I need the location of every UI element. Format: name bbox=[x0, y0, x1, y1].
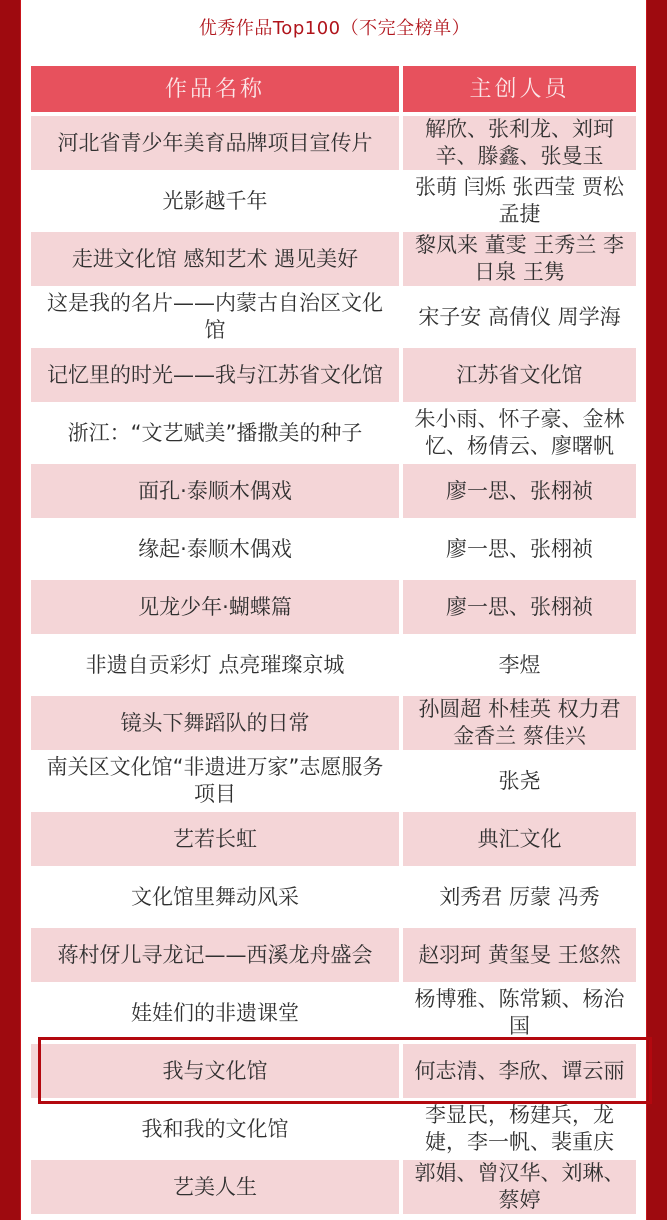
header-creators: 主创人员 bbox=[403, 66, 636, 112]
creators-cell: 刘秀君 厉蒙 冯秀 bbox=[439, 884, 600, 909]
table-row bbox=[31, 520, 636, 578]
table-row bbox=[31, 926, 636, 984]
table-row bbox=[31, 172, 636, 230]
work-name-cell: 缘起·泰顺木偶戏 bbox=[138, 536, 292, 561]
work-name-cell: 娃娃们的非遗课堂 bbox=[131, 1000, 299, 1025]
creators-cell: 杨博雅、陈常颖、杨治国 bbox=[414, 987, 625, 1038]
creators-cell: 郭娟、曾汉华、刘琳、蔡婷 bbox=[403, 1160, 636, 1214]
table-row bbox=[31, 230, 636, 288]
creators-cell: 廖一思、张栩祯 bbox=[403, 580, 636, 634]
highlighted-row-frame bbox=[38, 1037, 652, 1104]
table-row bbox=[31, 810, 636, 868]
table-row bbox=[31, 984, 636, 1042]
table-row bbox=[31, 694, 636, 752]
creators-cell: 江苏省文化馆 bbox=[403, 348, 636, 402]
table-row bbox=[31, 752, 636, 810]
work-name-cell: 艺美人生 bbox=[31, 1160, 399, 1214]
table-row bbox=[31, 346, 636, 404]
table-row bbox=[31, 404, 636, 462]
creators-cell: 黎凤来 董雯 王秀兰 李日泉 王隽 bbox=[403, 232, 636, 286]
header-work-name: 作品名称 bbox=[31, 66, 399, 112]
work-name-cell: 记忆里的时光——我与江苏省文化馆 bbox=[31, 348, 399, 402]
work-name-cell: 河北省青少年美育品牌项目宣传片 bbox=[31, 116, 399, 170]
work-name-cell: 光影越千年 bbox=[162, 188, 268, 213]
page-title: 优秀作品Top100（不完全榜单） bbox=[198, 18, 471, 39]
table-row bbox=[31, 114, 636, 172]
work-name-cell: 文化馆里舞动风采 bbox=[131, 884, 299, 909]
work-name-cell: 艺若长虹 bbox=[31, 812, 399, 866]
creators-cell: 张萌 闫烁 张西莹 贾松 孟捷 bbox=[414, 175, 625, 226]
work-name-cell: 非遗自贡彩灯 点亮璀璨京城 bbox=[85, 652, 345, 677]
creators-cell: 朱小雨、怀子豪、金林忆、杨倩云、廖曙帆 bbox=[414, 407, 625, 458]
work-name-cell: 南关区文化馆“非遗进万家”志愿服务项目 bbox=[46, 755, 384, 806]
work-name-cell: 走进文化馆 感知艺术 遇见美好 bbox=[31, 232, 399, 286]
table-header bbox=[31, 64, 636, 114]
creators-cell: 孙圆超 朴桂英 权力君 金香兰 蔡佳兴 bbox=[403, 696, 636, 750]
creators-cell: 张尧 bbox=[498, 768, 541, 793]
work-name-cell: 面孔·泰顺木偶戏 bbox=[31, 464, 399, 518]
creators-cell: 典汇文化 bbox=[403, 812, 636, 866]
work-name-cell: 镜头下舞蹈队的日常 bbox=[31, 696, 399, 750]
work-name-cell: 见龙少年·蝴蝶篇 bbox=[31, 580, 399, 634]
creators-cell: 解欣、张利龙、刘珂辛、滕鑫、张曼玉 bbox=[403, 116, 636, 170]
table-row bbox=[31, 636, 636, 694]
creators-cell: 赵羽珂 黄玺旻 王悠然 bbox=[403, 928, 636, 982]
creators-cell: 李显民，杨建兵，龙婕，李一帆、裴重庆 bbox=[425, 1103, 614, 1154]
work-name-cell: 浙江：“文艺赋美”播撒美的种子 bbox=[67, 420, 363, 445]
table-row bbox=[31, 868, 636, 926]
table-row bbox=[31, 462, 636, 520]
table-row bbox=[31, 1100, 636, 1158]
creators-cell: 廖一思、张栩祯 bbox=[403, 464, 636, 518]
table-row bbox=[31, 578, 636, 636]
creators-cell: 宋子安 高倩仪 周学海 bbox=[418, 304, 621, 329]
work-name-cell: 我与文化馆 bbox=[31, 1044, 399, 1098]
work-name-cell: 蒋村伢儿寻龙记——西溪龙舟盛会 bbox=[31, 928, 399, 982]
creators-cell: 李煜 bbox=[498, 652, 541, 677]
table-row bbox=[31, 1158, 636, 1216]
work-name-cell: 我和我的文化馆 bbox=[141, 1116, 289, 1141]
creators-cell: 廖一思、张栩祯 bbox=[446, 536, 593, 561]
work-name-cell: 这是我的名片——内蒙古自治区文化馆 bbox=[47, 291, 383, 342]
creators-cell: 何志清、李欣、谭云丽 bbox=[403, 1044, 636, 1098]
table-row bbox=[31, 288, 636, 346]
